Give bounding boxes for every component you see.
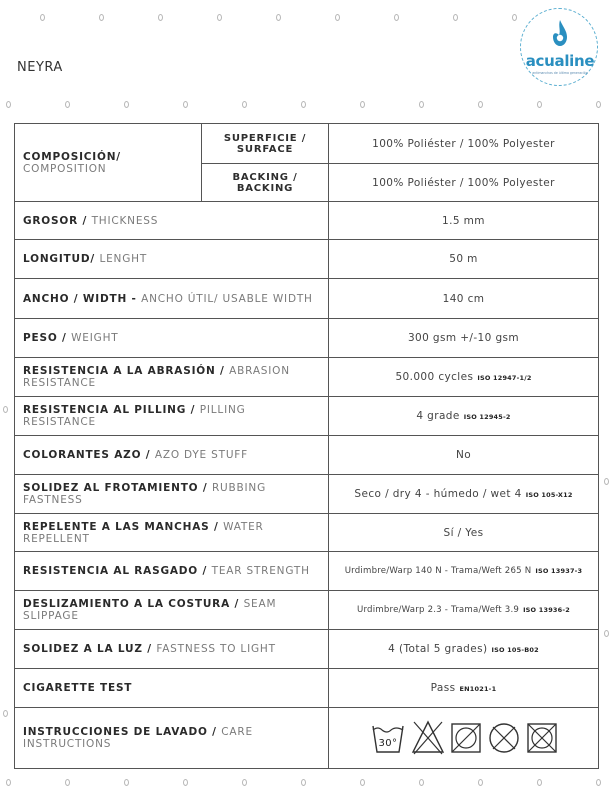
iso-standard: ISO 13937-3 bbox=[535, 567, 583, 575]
decorative-dot bbox=[3, 710, 8, 717]
row-label: INSTRUCCIONES DE LAVADO / CARE INSTRUCTIONS bbox=[15, 708, 329, 769]
decorative-dot bbox=[276, 14, 281, 21]
no-dry-clean-icon bbox=[487, 718, 521, 758]
row-label: REPELENTE A LAS MANCHAS / WATER REPELLENT bbox=[15, 514, 329, 552]
row-value: No bbox=[329, 436, 599, 475]
row-label: SOLIDEZ AL FROTAMIENTO / RUBBING FASTNESS bbox=[15, 475, 329, 514]
row-label: PESO / WEIGHT bbox=[15, 319, 329, 358]
decorative-dot bbox=[183, 779, 188, 786]
decorative-dot bbox=[512, 14, 517, 21]
decorative-dot bbox=[419, 779, 424, 786]
wash-temperature: 30° bbox=[378, 738, 397, 749]
row-label: RESISTENCIA A LA ABRASIÓN / ABRASION RESISTANCE bbox=[15, 358, 329, 397]
decorative-dot bbox=[6, 101, 11, 108]
row-label: COLORANTES AZO / AZO DYE STUFF bbox=[15, 436, 329, 475]
row-value: 300 gsm +/-10 gsm bbox=[329, 319, 599, 358]
table-row bbox=[15, 202, 599, 240]
row-value: Pass EN1021-1 bbox=[329, 669, 599, 708]
sub-label: BACKING / BACKING bbox=[202, 164, 329, 202]
decorative-dot bbox=[217, 14, 222, 21]
decorative-dot bbox=[596, 779, 601, 786]
decorative-dot bbox=[6, 779, 11, 786]
row-value: Sí / Yes bbox=[329, 514, 599, 552]
decorative-dot bbox=[65, 779, 70, 786]
iso-standard: ISO 13936-2 bbox=[523, 606, 570, 614]
water-drop-icon bbox=[551, 19, 569, 47]
decorative-dot bbox=[537, 101, 542, 108]
wash-30-icon bbox=[370, 718, 406, 758]
row-label: RESISTENCIA AL RASGADO / TEAR STRENGTH bbox=[15, 552, 329, 591]
decorative-dot bbox=[158, 14, 163, 21]
iso-standard: ISO 12945-2 bbox=[463, 413, 511, 421]
row-label: SOLIDEZ A LA LUZ / FASTNESS TO LIGHT bbox=[15, 630, 329, 669]
decorative-dot bbox=[183, 101, 188, 108]
table-row bbox=[15, 240, 599, 279]
decorative-dot bbox=[335, 14, 340, 21]
decorative-dot bbox=[419, 101, 424, 108]
specification-table bbox=[14, 123, 599, 769]
logo-tagline: antimanchas de última generación bbox=[532, 71, 588, 75]
row-value: 100% Poliéster / 100% Polyester bbox=[329, 124, 599, 164]
product-name: NEYRA bbox=[17, 60, 63, 75]
table-row bbox=[15, 552, 599, 591]
decorative-dot bbox=[537, 779, 542, 786]
table-row bbox=[15, 630, 599, 669]
table-row-care bbox=[15, 708, 599, 769]
decorative-dot bbox=[124, 779, 129, 786]
row-value: 50.000 cycles ISO 12947-1/2 bbox=[329, 358, 599, 397]
table-row bbox=[15, 319, 599, 358]
decorative-dot bbox=[242, 779, 247, 786]
no-iron-icon bbox=[526, 718, 558, 758]
decorative-dot bbox=[301, 779, 306, 786]
table-row-composition bbox=[15, 124, 599, 164]
table-row bbox=[15, 279, 599, 319]
row-value: 4 (Total 5 grades) ISO 105-B02 bbox=[329, 630, 599, 669]
decorative-dot bbox=[453, 14, 458, 21]
acualine-logo bbox=[520, 8, 598, 86]
decorative-dot bbox=[242, 101, 247, 108]
row-label: CIGARETTE TEST bbox=[15, 669, 329, 708]
table-row bbox=[15, 669, 599, 708]
decorative-dot bbox=[3, 406, 8, 413]
row-label: GROSOR / THICKNESS bbox=[15, 202, 329, 240]
decorative-dot bbox=[604, 630, 609, 637]
decorative-dot bbox=[99, 14, 104, 21]
table-row bbox=[15, 436, 599, 475]
decorative-dot bbox=[478, 779, 483, 786]
table-row bbox=[15, 591, 599, 630]
decorative-dot bbox=[596, 101, 601, 108]
table-row bbox=[15, 514, 599, 552]
decorative-dot-row-middle bbox=[0, 101, 612, 109]
decorative-dot bbox=[301, 101, 306, 108]
decorative-dot bbox=[360, 779, 365, 786]
row-label: RESISTENCIA AL PILLING / PILLING RESISTANCE bbox=[15, 397, 329, 436]
row-label: ANCHO / WIDTH - ANCHO ÚTIL/ USABLE WIDTH bbox=[15, 279, 329, 319]
care-icons bbox=[329, 708, 599, 769]
logo-brand: acualine bbox=[525, 52, 595, 70]
iso-standard: EN1021-1 bbox=[459, 685, 497, 693]
decorative-dot bbox=[604, 478, 609, 485]
row-value: 100% Poliéster / 100% Polyester bbox=[329, 164, 599, 202]
sub-label: SUPERFICIE / SURFACE bbox=[202, 124, 329, 164]
decorative-dot bbox=[394, 14, 399, 21]
decorative-dot bbox=[360, 101, 365, 108]
iso-standard: ISO 12947-1/2 bbox=[477, 374, 532, 382]
row-value: Seco / dry 4 - húmedo / wet 4 ISO 105-X12 bbox=[329, 475, 599, 514]
table-row bbox=[15, 475, 599, 514]
decorative-dot-row-bottom bbox=[0, 779, 612, 787]
decorative-dot bbox=[478, 101, 483, 108]
iso-standard: ISO 105-X12 bbox=[525, 491, 573, 499]
row-value: 1.5 mm bbox=[329, 202, 599, 240]
row-label: DESLIZAMIENTO A LA COSTURA / SEAM SLIPPAGE bbox=[15, 591, 329, 630]
row-value: Urdimbre/Warp 2.3 - Trama/Weft 3.9 ISO 13936-2 bbox=[329, 591, 599, 630]
decorative-dot bbox=[40, 14, 45, 21]
no-tumble-dry-icon bbox=[450, 718, 482, 758]
row-value: 140 cm bbox=[329, 279, 599, 319]
row-label: COMPOSICIÓN/ COMPOSITION bbox=[15, 124, 202, 202]
iso-standard: ISO 105-B02 bbox=[491, 646, 539, 654]
decorative-dot-row-top bbox=[0, 14, 612, 22]
row-value: Urdimbre/Warp 140 N - Trama/Weft 265 N ISO 13937-3 bbox=[329, 552, 599, 591]
table-row bbox=[15, 397, 599, 436]
table-row bbox=[15, 358, 599, 397]
row-value: 50 m bbox=[329, 240, 599, 279]
row-value: 4 grade ISO 12945-2 bbox=[329, 397, 599, 436]
decorative-dot bbox=[124, 101, 129, 108]
row-label: LONGITUD/ LENGHT bbox=[15, 240, 329, 279]
decorative-dot bbox=[65, 101, 70, 108]
no-bleach-icon bbox=[411, 718, 445, 758]
